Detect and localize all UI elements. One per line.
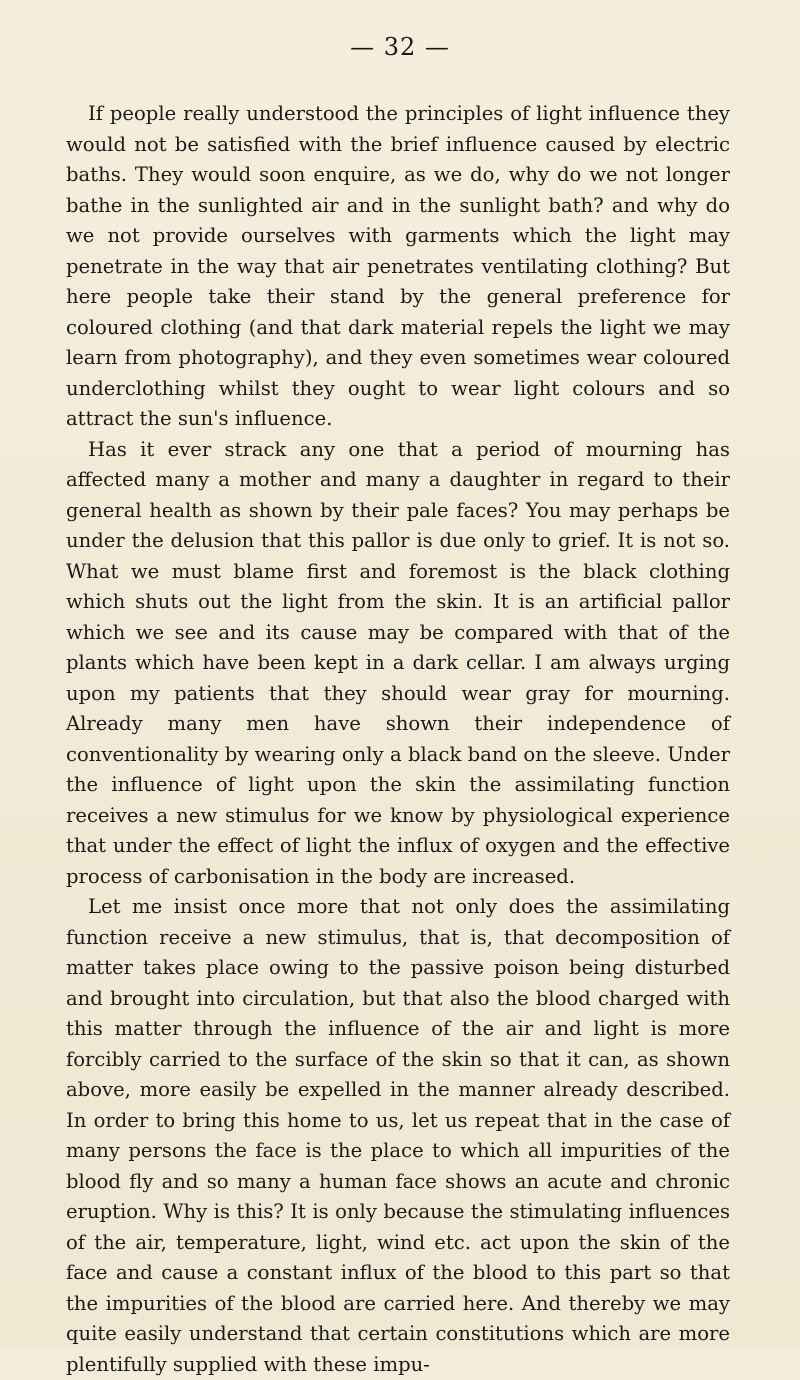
paragraph-mourning: Has it ever strack any one that a period of mourning has affected many a mother and many a daughter in regard to their general health as shown by their pale faces? You may perhaps be under the delusion that this pallor is due only to grief. It is not so. What we must blame first and foremost is the black clothing which shuts out the light from the skin. It is an artificial pallor which we see and its cause may be compared with that of the plants which have been kept in a dark cellar. I am always urging upon my patients that they should wear gray for mourning. Already many men have shown their independence of conventionality by wearing only a black band on the sleeve. Under the influence of light upon the skin the assimilating function receives a new stimulus for we know by physiological experience that under the effect of light the influx of oxygen and the effective process of carbonisation in the body are increased. (66, 437, 730, 888)
paragraph-light-influence: If people really understood the principles of light influence they would not be satisfied with the brief influence caused by electric baths. They would soon enquire, as we do, why do we not longer bathe in the sunlighted air and in the sunlight bath? and why do we not provide ourselves with garments which the light may penetrate in the way that air penetrates ventilating clothing? But here people take their stand by the general preference for coloured clothing (and that dark material repels the light we may learn from photography), and they even sometimes wear coloured underclothing whilst they ought to wear light colours and so attract the sun's influence. (66, 102, 730, 430)
body-text (66, 99, 730, 1380)
page-number: — 32 — (350, 33, 450, 61)
paragraph-assimilating-function: Let me insist once more that not only does the assimilating function receive a new stimulus, that is, that decomposition of matter takes place owing to the passive poison being disturbed and brought into circulation, but that also the blood charged with this matter through the influence of the air and light is more forcibly carried to the surface of the skin so that it can, as shown above, more easily be expelled in the manner already described. In order to bring this home to us, let us repeat that in the case of many persons the face is the place to which all impurities of the blood fly and so many a human face shows an acute and chronic eruption. Why is this? It is only because the stimulating influences of the air, temperature, light, wind etc. act upon the skin of the face and cause a constant influx of the blood to this part so that the impurities of the blood are carried here. And thereby we may quite easily understand that certain constitutions which are more plentifully supplied with these impu- (66, 895, 730, 1376)
